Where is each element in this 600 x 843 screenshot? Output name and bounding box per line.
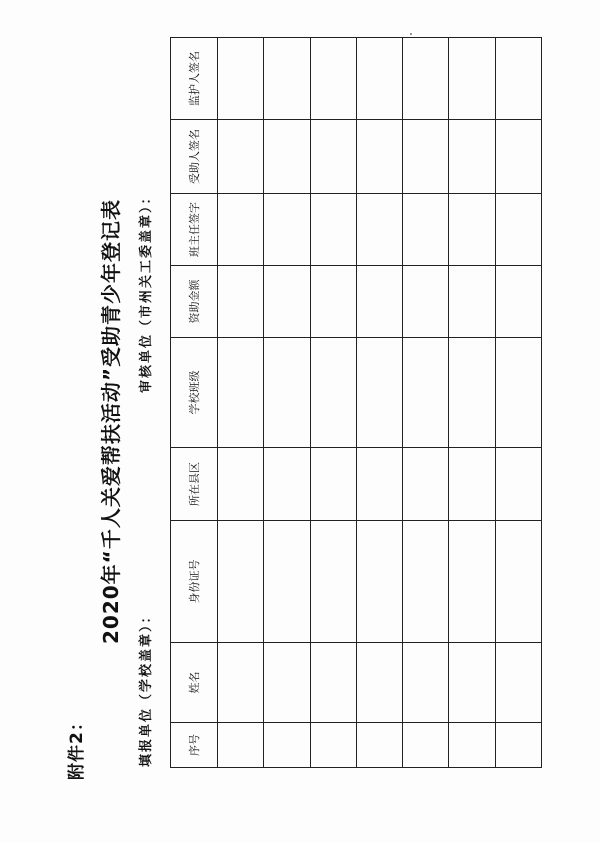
table-cell[interactable] [495,338,541,448]
table-cell[interactable] [310,723,356,768]
review-unit-label: 审核单位（市州关工委盖章）： [139,189,154,393]
table-cell[interactable] [449,643,495,723]
table-cell[interactable] [310,120,356,194]
table-cell[interactable] [310,338,356,448]
col-header-guardian-signature: 监护人签名 [171,38,218,120]
table-cell[interactable] [495,266,541,338]
col-header-county: 所在县区 [171,448,218,521]
table-row [495,38,541,768]
table-cell[interactable] [310,266,356,338]
table-cell[interactable] [264,266,310,338]
table-cell[interactable] [218,194,264,266]
table-cell[interactable] [403,723,449,768]
table-cell[interactable] [264,643,310,723]
col-header-recipient-signature: 受助人签名 [171,120,218,194]
table-row [449,38,495,768]
table-row [218,38,264,768]
table-cell[interactable] [264,38,310,120]
table-cell[interactable] [449,338,495,448]
table-cell[interactable] [495,38,541,120]
table-cell[interactable] [218,120,264,194]
table-cell[interactable] [449,38,495,120]
table-row [310,38,356,768]
table-cell[interactable] [449,723,495,768]
table-cell[interactable] [449,521,495,643]
table-cell[interactable] [264,120,310,194]
table-cell[interactable] [218,338,264,448]
registration-table [170,37,542,768]
table-cell[interactable] [356,448,402,521]
table-cell[interactable] [356,723,402,768]
col-header-amount: 资助金额 [171,266,218,338]
table-row [356,38,402,768]
table-cell[interactable] [495,194,541,266]
table-cell[interactable] [495,521,541,643]
table-cell[interactable] [356,194,402,266]
col-header-index: 序号 [171,723,218,768]
table-cell[interactable] [356,266,402,338]
table-cell[interactable] [403,120,449,194]
table-cell[interactable] [449,448,495,521]
table-cell[interactable] [356,643,402,723]
col-header-id-number: 身份证号 [171,521,218,643]
form-title: 2020年“千人关爱帮扶活动”受助青少年登记表 [99,199,123,644]
table-cell[interactable] [218,723,264,768]
table-cell[interactable] [218,38,264,120]
table-cell[interactable] [264,448,310,521]
table-row [403,38,449,768]
table-cell[interactable] [310,194,356,266]
scan-speck [410,33,412,35]
table-cell[interactable] [356,120,402,194]
table-cell[interactable] [403,448,449,521]
attachment-label: 附件2： [67,713,87,780]
table-cell[interactable] [495,448,541,521]
table-cell[interactable] [403,266,449,338]
table-cell[interactable] [449,120,495,194]
table-cell[interactable] [449,266,495,338]
table-cell[interactable] [264,521,310,643]
table-cell[interactable] [310,38,356,120]
table-cell[interactable] [403,521,449,643]
col-header-teacher-signature: 班主任签字 [171,194,218,266]
table-cell[interactable] [310,521,356,643]
col-header-name: 姓名 [171,643,218,723]
table-cell[interactable] [403,338,449,448]
table-cell[interactable] [495,723,541,768]
table-header-row [171,38,218,768]
table-cell[interactable] [310,448,356,521]
col-header-school-class: 学校班级 [171,338,218,448]
table-cell[interactable] [264,338,310,448]
table-cell[interactable] [495,120,541,194]
table-cell[interactable] [218,521,264,643]
table-cell[interactable] [403,38,449,120]
table-cell[interactable] [218,643,264,723]
table-cell[interactable] [403,643,449,723]
table-cell[interactable] [310,643,356,723]
table-cell[interactable] [356,338,402,448]
table-cell[interactable] [449,194,495,266]
table-cell[interactable] [356,38,402,120]
table-cell[interactable] [218,448,264,521]
table-cell[interactable] [356,521,402,643]
table-cell[interactable] [403,194,449,266]
table-cell[interactable] [495,643,541,723]
fill-unit-label: 填报单位（学校盖章）： [139,608,154,767]
table-cell[interactable] [264,723,310,768]
table-row [264,38,310,768]
table-cell[interactable] [264,194,310,266]
table-cell[interactable] [218,266,264,338]
